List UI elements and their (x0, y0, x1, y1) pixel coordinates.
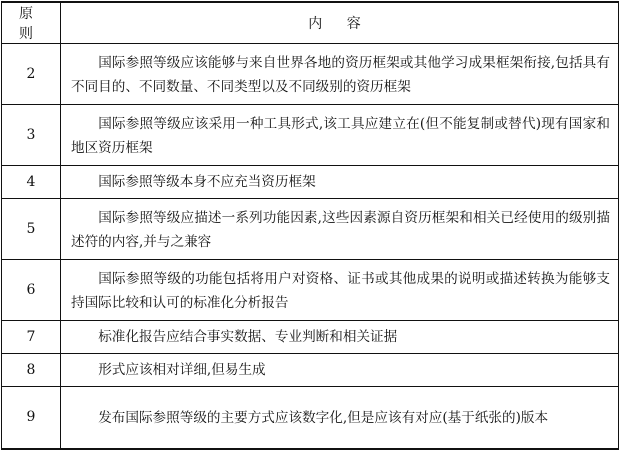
principle-content: 标准化报告应结合事实数据、专业判断和相关证据 (61, 321, 619, 354)
table-row (2, 166, 619, 199)
header-principle: 原 则 (2, 2, 61, 44)
principle-number: 5 (2, 199, 61, 260)
table-row (2, 199, 619, 260)
principle-content: 形式应该相对详细,但易生成 (61, 354, 619, 387)
principle-content: 国际参照等级的功能包括将用户对资格、证书或其他成果的说明或描述转换为能够支持国际比较和认可的标准化分析报告 (61, 260, 619, 321)
table-header-row (2, 2, 619, 44)
principle-number: 9 (2, 387, 61, 449)
principle-number: 7 (2, 321, 61, 354)
principle-number: 8 (2, 354, 61, 387)
principle-number: 3 (2, 105, 61, 166)
table-row (2, 44, 619, 105)
principle-content: 国际参照等级应该能够与来自世界各地的资历框架或其他学习成果框架衔接,包括具有不同目的、不同数量、不同类型以及不同级别的资历框架 (61, 44, 619, 105)
principle-number: 4 (2, 166, 61, 199)
table-row (2, 260, 619, 321)
principle-content: 发布国际参照等级的主要方式应该数字化,但是应该有对应(基于纸张的)版本 (61, 387, 619, 449)
table-row (2, 354, 619, 387)
principles-table (1, 1, 619, 450)
principle-number: 6 (2, 260, 61, 321)
principle-content: 国际参照等级本身不应充当资历框架 (61, 166, 619, 199)
header-content: 内 容 (61, 2, 619, 44)
table-row (2, 321, 619, 354)
principle-content: 国际参照等级应描述一系列功能因素,这些因素源自资历框架和相关已经使用的级别描述符的内容,并与之兼容 (61, 199, 619, 260)
principle-content: 国际参照等级应该采用一种工具形式,该工具应建立在(但不能复制或替代)现有国家和地区资历框架 (61, 105, 619, 166)
table-row (2, 105, 619, 166)
principle-number: 2 (2, 44, 61, 105)
table-row (2, 387, 619, 449)
